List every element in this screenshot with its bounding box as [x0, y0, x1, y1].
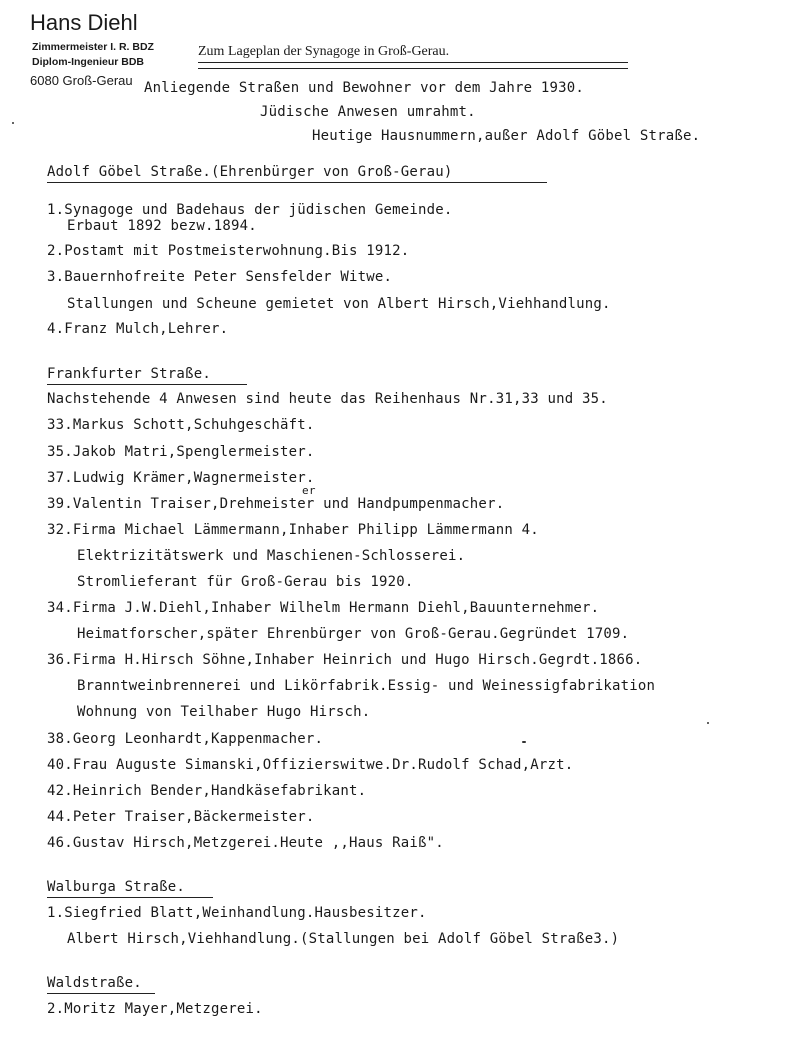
- entry-line: Albert Hirsch,Viehhandlung.(Stallungen bei Adolf Göbel Straße3.): [67, 931, 620, 947]
- heading-underline: [47, 993, 155, 994]
- document-title: Zum Lageplan der Synagoge in Groß-Gerau.: [198, 44, 450, 59]
- intro-line: Jüdische Anwesen umrahmt.: [260, 104, 476, 120]
- entry-line: 2.Moritz Mayer,Metzgerei.: [47, 1001, 263, 1017]
- scan-speck: [707, 722, 709, 724]
- entry-line: Elektrizitätswerk und Maschienen-Schlosserei.: [77, 548, 466, 564]
- entry-line: 2.Postamt mit Postmeisterwohnung.Bis 1912.: [47, 243, 410, 259]
- entry-line: 38.Georg Leonhardt,Kappenmacher.: [47, 731, 324, 747]
- entry-line: 1.Synagoge und Badehaus der jüdischen Gemeinde.: [47, 202, 453, 218]
- entry-line: 36.Firma H.Hirsch Söhne,Inhaber Heinrich und Hugo Hirsch.Gegrdt.1866.: [47, 652, 643, 668]
- typed-insertion: er: [302, 484, 316, 497]
- letterhead-degree: Diplom-Ingenieur BDB: [32, 56, 144, 68]
- entry-line: 37.Ludwig Krämer,Wagnermeister.: [47, 470, 315, 486]
- letterhead-title: Zimmermeister I. R. BDZ: [32, 41, 154, 53]
- section-heading-frankfurter: Frankfurter Straße.: [47, 366, 211, 382]
- section-heading-waldstrasse: Waldstraße.: [47, 975, 142, 991]
- letterhead-address: 6080 Groß-Gerau: [30, 73, 133, 88]
- scan-speck: [522, 741, 526, 743]
- entry-line: 1.Siegfried Blatt,Weinhandlung.Hausbesitzer.: [47, 905, 427, 921]
- entry-line: Erbaut 1892 bezw.1894.: [67, 218, 257, 234]
- letterhead-name: Hans Diehl: [30, 10, 138, 35]
- entry-line: 46.Gustav Hirsch,Metzgerei.Heute ,,Haus Raiß".: [47, 835, 444, 851]
- entry-line: 34.Firma J.W.Diehl,Inhaber Wilhelm Hermann Diehl,Bauunternehmer.: [47, 600, 600, 616]
- heading-underline: [47, 182, 547, 183]
- entry-line: 35.Jakob Matri,Spenglermeister.: [47, 444, 315, 460]
- intro-line: Heutige Hausnummern,außer Adolf Göbel Straße.: [312, 128, 701, 144]
- entry-line: 39.Valentin Traiser,Drehmeister und Handpumpenmacher.: [47, 496, 505, 512]
- heading-underline: [47, 384, 247, 385]
- entry-line: 40.Frau Auguste Simanski,Offizierswitwe.Dr.Rudolf Schad,Arzt.: [47, 757, 574, 773]
- title-double-underline: [198, 62, 628, 69]
- section-heading-adolf-goebel: Adolf Göbel Straße.(Ehrenbürger von Groß-Gerau): [47, 164, 453, 180]
- heading-underline: [47, 897, 213, 898]
- entry-line: Wohnung von Teilhaber Hugo Hirsch.: [77, 704, 371, 720]
- entry-line: 33.Markus Schott,Schuhgeschäft.: [47, 417, 315, 433]
- entry-line: 32.Firma Michael Lämmermann,Inhaber Philipp Lämmermann 4.: [47, 522, 539, 538]
- entry-line: Nachstehende 4 Anwesen sind heute das Reihenhaus Nr.31,33 und 35.: [47, 391, 608, 407]
- entry-line: 44.Peter Traiser,Bäckermeister.: [47, 809, 315, 825]
- entry-line: Stallungen und Scheune gemietet von Albert Hirsch,Viehhandlung.: [67, 296, 611, 312]
- entry-line: 3.Bauernhofreite Peter Sensfelder Witwe.: [47, 269, 393, 285]
- scan-speck: [12, 122, 14, 124]
- entry-line: 4.Franz Mulch,Lehrer.: [47, 321, 229, 337]
- intro-line: Anliegende Straßen und Bewohner vor dem Jahre 1930.: [144, 80, 585, 96]
- section-heading-walburga: Walburga Straße.: [47, 879, 186, 895]
- entry-line: Stromlieferant für Groß-Gerau bis 1920.: [77, 574, 414, 590]
- entry-line: Branntweinbrennerei und Likörfabrik.Essig- und Weinessigfabrikation: [77, 678, 656, 694]
- entry-line: Heimatforscher,später Ehrenbürger von Groß-Gerau.Gegründet 1709.: [77, 626, 630, 642]
- entry-line: 42.Heinrich Bender,Handkäsefabrikant.: [47, 783, 367, 799]
